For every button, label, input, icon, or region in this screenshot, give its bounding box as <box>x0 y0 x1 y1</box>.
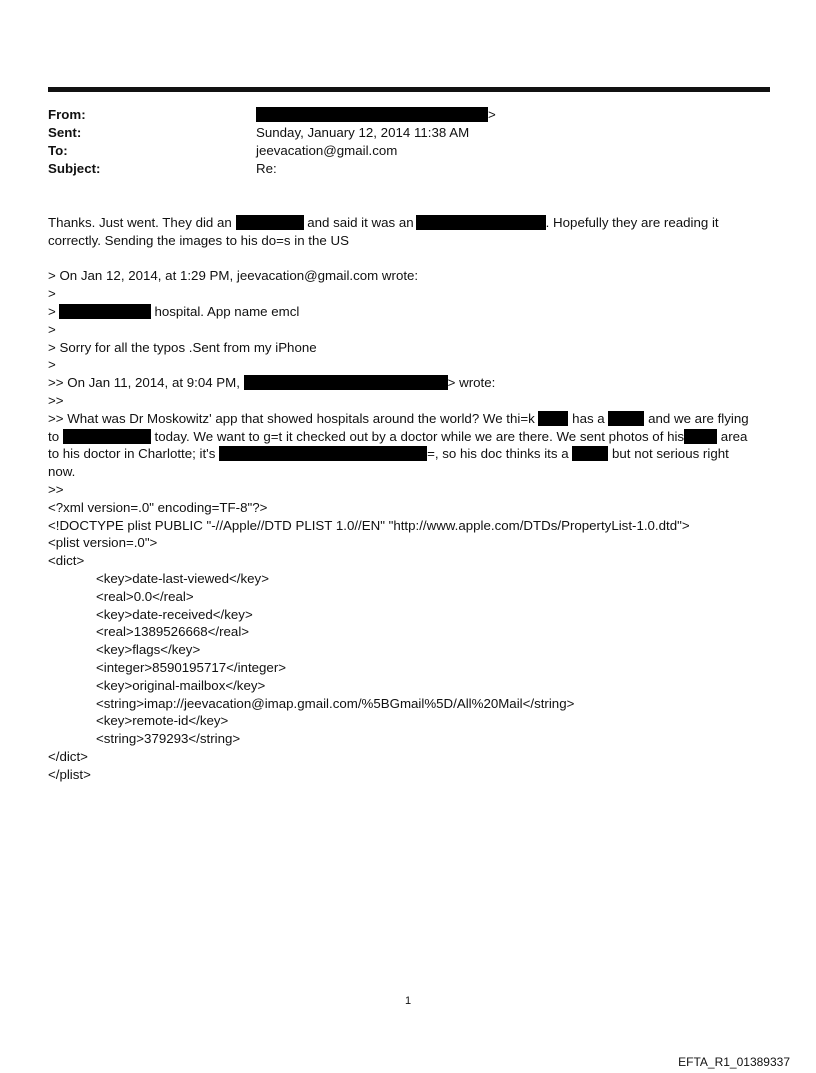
redaction-box <box>219 446 427 461</box>
quote-line: > <box>48 321 56 337</box>
quote-line: now. <box>48 464 76 480</box>
subject-label: Subject: <box>48 161 101 176</box>
body-text: Thanks. Just went. They did an <box>48 215 232 230</box>
redaction-box <box>236 215 304 230</box>
xml-line: <dict> <box>48 553 85 569</box>
quote-line <box>48 410 768 428</box>
quote-line: > <box>48 357 56 373</box>
page-number: 1 <box>404 995 412 1007</box>
redaction-box <box>538 411 568 426</box>
quote-line <box>48 303 768 321</box>
quote-line: > Sorry for all the typos .Sent from my iPhone <box>48 339 317 355</box>
quote-text: hospital. App name emcl <box>154 303 300 319</box>
to-label: To: <box>48 143 68 158</box>
xml-line: <integer>8590195717</integer> <box>96 659 287 675</box>
xml-line: <key>flags</key> <box>96 642 201 658</box>
to-row <box>48 142 748 160</box>
quote-line: >> <box>48 392 64 408</box>
xml-line: <real>1389526668</real> <box>96 624 250 640</box>
quote-text: > wrote: <box>447 375 496 391</box>
quote-line <box>48 428 768 446</box>
body-text: . Hopefully they are reading it <box>545 215 719 230</box>
sent-row <box>48 124 748 142</box>
quote-text: =, so his doc thinks its a <box>427 446 569 462</box>
quote-line: >> <box>48 481 64 497</box>
quote-line: > On Jan 12, 2014, at 1:29 PM, jeevacation@gmail.com wrote: <box>48 268 419 284</box>
quote-text: >> What was Dr Moskowitz' app that showed hospitals around the world? We thi=k <box>48 410 535 426</box>
xml-line: <key>original-mailbox</key> <box>96 677 266 693</box>
quote-text: >> On Jan 11, 2014, at 9:04 PM, <box>48 375 240 391</box>
redaction-box <box>684 429 717 444</box>
from-value <box>256 106 496 124</box>
quote-text: today. We want to g=t it checked out by a doctor while we are there. We sent photos of his <box>154 428 685 444</box>
xml-line: <plist version=.0"> <box>48 535 158 551</box>
subject-value: Re: <box>256 161 277 176</box>
quote-text: to <box>48 428 60 444</box>
quote-text: area <box>720 428 748 444</box>
quote-text: > <box>48 303 56 319</box>
xml-line: <!DOCTYPE plist PUBLIC "-//Apple//DTD PLIST 1.0//EN" "http://www.apple.com/DTDs/PropertyList-1.0.dtd"> <box>48 517 690 533</box>
xml-line: <real>0.0</real> <box>96 588 194 604</box>
xml-line: <key>date-received</key> <box>96 606 253 622</box>
document-id: EFTA_R1_01389337 <box>678 1055 790 1069</box>
redaction-box <box>59 304 151 319</box>
quote-line <box>48 445 768 463</box>
redaction-box <box>256 107 488 122</box>
from-label: From: <box>48 107 86 122</box>
from-value-suffix: > <box>488 107 496 122</box>
subject-row <box>48 160 748 178</box>
quote-line <box>48 374 768 392</box>
quote-text: but not serious right <box>612 446 729 462</box>
body-line <box>48 214 768 232</box>
xml-line: <key>date-last-viewed</key> <box>96 570 269 586</box>
redaction-box <box>416 215 546 230</box>
redaction-box <box>608 411 644 426</box>
redaction-box <box>63 429 151 444</box>
body-line: correctly. Sending the images to his do=s in the US <box>48 232 349 248</box>
xml-line: </dict> <box>48 748 88 764</box>
to-value: jeevacation@gmail.com <box>256 143 398 158</box>
redaction-box <box>244 375 448 390</box>
quote-text: has a <box>572 410 605 426</box>
quote-text: to his doctor in Charlotte; it's <box>48 446 216 462</box>
xml-line: <?xml version=.0" encoding=TF-8"?> <box>48 499 268 515</box>
header-rule <box>48 87 770 92</box>
xml-line: <key>remote-id</key> <box>96 713 229 729</box>
body-text: and said it was an <box>307 215 414 230</box>
xml-line: <string>imap://jeevacation@imap.gmail.com/%5BGmail%5D/All%20Mail</string> <box>96 695 575 711</box>
quote-text: and we are flying <box>648 410 749 426</box>
email-header <box>48 106 748 178</box>
sent-value: Sunday, January 12, 2014 11:38 AM <box>256 125 470 140</box>
quote-line: > <box>48 286 56 302</box>
email-body <box>48 214 768 784</box>
sent-label: Sent: <box>48 125 82 140</box>
blank-line <box>48 250 768 268</box>
from-row <box>48 106 748 124</box>
xml-line: </plist> <box>48 766 91 782</box>
xml-line: <string>379293</string> <box>96 731 241 747</box>
redaction-box <box>572 446 608 461</box>
